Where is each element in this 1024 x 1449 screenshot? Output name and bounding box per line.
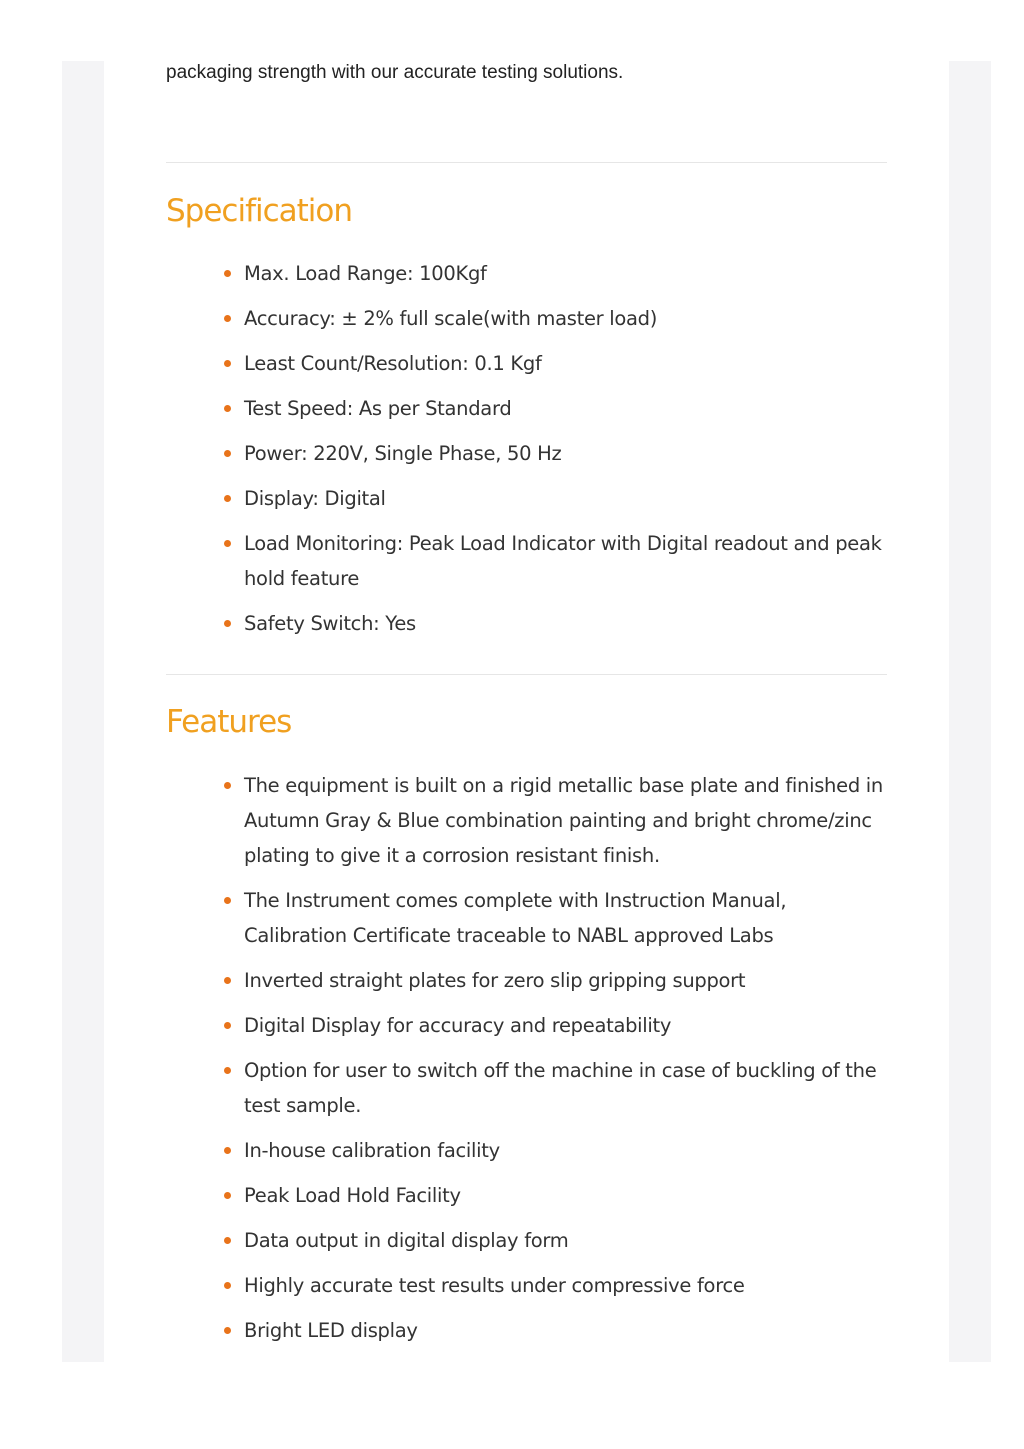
specification-heading: Specification [166, 193, 353, 229]
list-item-text: Inverted straight plates for zero slip gripping support [244, 969, 746, 992]
list-item-text: Safety Switch: Yes [244, 612, 416, 635]
section-divider [166, 162, 887, 163]
list-item [166, 1053, 887, 1123]
list-item [166, 1133, 887, 1168]
bullet-icon [224, 1067, 231, 1074]
bullet-icon [224, 620, 231, 627]
right-side-panel [949, 61, 991, 1362]
list-item [166, 1223, 887, 1258]
list-item-text: Data output in digital display form [244, 1229, 569, 1252]
list-item [166, 1008, 887, 1043]
list-item [166, 301, 887, 336]
bullet-icon [224, 540, 231, 547]
bullet-icon [224, 1022, 231, 1029]
list-item-text: Accuracy: ± 2% full scale(with master load) [244, 307, 658, 330]
specification-list [166, 256, 887, 651]
bullet-icon [224, 1327, 231, 1334]
list-item-text: Least Count/Resolution: 0.1 Kgf [244, 352, 542, 375]
list-item [166, 391, 887, 426]
list-item-text: Max. Load Range: 100Kgf [244, 262, 487, 285]
list-item-text: Highly accurate test results under compressive force [244, 1274, 745, 1297]
list-item-text: Load Monitoring: Peak Load Indicator with Digital readout and peak hold feature [244, 532, 882, 590]
list-item-text: Display: Digital [244, 487, 386, 510]
section-divider [166, 674, 887, 675]
bullet-icon [224, 1192, 231, 1199]
bullet-icon [224, 405, 231, 412]
list-item [166, 346, 887, 381]
list-item [166, 768, 887, 873]
list-item [166, 436, 887, 471]
list-item [166, 256, 887, 291]
list-item [166, 606, 887, 641]
list-item [166, 1313, 887, 1348]
bullet-icon [224, 270, 231, 277]
bullet-icon [224, 495, 231, 502]
left-side-panel [62, 61, 104, 1362]
list-item [166, 963, 887, 998]
list-item-text: In-house calibration facility [244, 1139, 500, 1162]
list-item-text: The equipment is built on a rigid metallic base plate and finished in Autumn Gray & Blue combination painting and bright chrome/zinc plating to give it a corrosion resistant finish. [244, 774, 883, 867]
bullet-icon [224, 1282, 231, 1289]
list-item [166, 1268, 887, 1303]
intro-text: packaging strength with our accurate testing solutions. [166, 62, 624, 83]
features-list [166, 768, 887, 1358]
bullet-icon [224, 1147, 231, 1154]
list-item [166, 883, 887, 953]
bullet-icon [224, 1237, 231, 1244]
list-item-text: Bright LED display [244, 1319, 418, 1342]
list-item [166, 481, 887, 516]
bullet-icon [224, 360, 231, 367]
list-item-text: The Instrument comes complete with Instruction Manual, Calibration Certificate traceable to NABL approved Labs [244, 889, 787, 947]
list-item [166, 1178, 887, 1213]
list-item-text: Peak Load Hold Facility [244, 1184, 461, 1207]
list-item-text: Power: 220V, Single Phase, 50 Hz [244, 442, 562, 465]
features-heading: Features [166, 704, 292, 740]
bullet-icon [224, 450, 231, 457]
bullet-icon [224, 897, 231, 904]
list-item-text: Option for user to switch off the machine in case of buckling of the test sample. [244, 1059, 877, 1117]
list-item-text: Test Speed: As per Standard [244, 397, 512, 420]
list-item [166, 526, 887, 596]
bullet-icon [224, 782, 231, 789]
bullet-icon [224, 315, 231, 322]
list-item-text: Digital Display for accuracy and repeatability [244, 1014, 672, 1037]
bullet-icon [224, 977, 231, 984]
